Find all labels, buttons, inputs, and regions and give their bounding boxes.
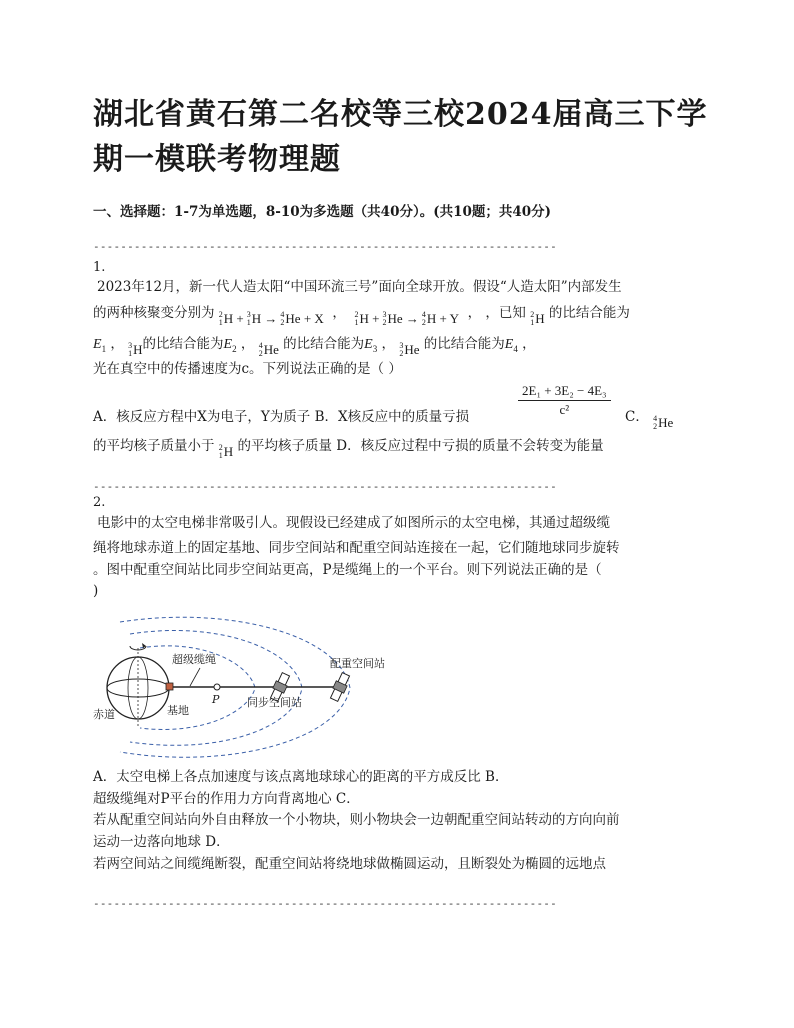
nuclide-h2: 2 1 H xyxy=(530,310,545,327)
question-number: 2. xyxy=(93,495,106,510)
q1-options-line2 xyxy=(93,436,604,462)
q1-line1: 2023年12月，新一代人造太阳“中国环流三号”面向全球开放。假设“人造太阳”内部发生 xyxy=(97,279,622,295)
q2-line2: 绳将地球赤道上的固定基地、同步空间站和配重空间站连接在一起，它们随地球同步旋转 xyxy=(93,540,620,556)
q2-option-d: 若两空间站之间缆绳断裂，配重空间站将绕地球做椭圆运动，且断裂处为椭圆的远地点 xyxy=(93,856,606,872)
q2-line1: 电影中的太空电梯非常吸引人。现假设已经建成了如图所示的太空电梯，其通过超级缆 xyxy=(97,515,610,531)
q1-line4: 光在真空中的传播速度为c。下列说法正确的是（ ） xyxy=(93,361,402,377)
q2-option-a: A．太空电梯上各点加速度与该点离地球球心的距离的平方成反比 B． xyxy=(93,769,509,785)
q1-option-c-label xyxy=(625,407,673,433)
q1-line2-mid: ，已知 xyxy=(485,305,526,321)
section-header: 一、选择题：1-7为单选题，8-10为多选题（共40分）。(共10题；共40分) xyxy=(93,204,552,220)
q1-option-c-text: 的平均核子质量小于 xyxy=(93,438,215,454)
separator: -------------------------------------------------------------------- xyxy=(93,240,557,253)
separator: -------------------------------------------------------------------- xyxy=(93,480,557,493)
fusion-equation-1: 2 1 H + 3 1 H → 4 2 He + X xyxy=(218,310,324,327)
q1-line2-prefix: 的两种核聚变分别为 xyxy=(93,305,215,321)
page-title-line2: 期一模联考物理题 xyxy=(93,142,341,177)
symbol-e3: $E_3$ xyxy=(364,337,378,354)
q1-line3-b: 的比结合能为 xyxy=(283,336,365,352)
option-c-text: C． xyxy=(625,409,649,425)
fraction-denominator: c² xyxy=(559,402,570,417)
nuclide-h3: 3 1 H xyxy=(128,341,143,358)
q1-option-a: A．核反应方程中X为电子，Y为质子 B．X核反应中的质量亏损 xyxy=(93,409,470,425)
q2-option-b: 超级缆绳对P平台的作用力方向背离地心 C． xyxy=(93,791,360,807)
q1-line3: $E_1$ ， 3 1 H的比结合能为$E_2$ ， 4 2 He 的比结合能为$E_3$ ， 3 2 He 的比结合能为$E_4$ ， xyxy=(93,336,536,358)
page-title-line1: 湖北省黄石第二名校等三校2024届高三下学 xyxy=(93,97,708,132)
nuclide-h2-opt: 2 1 H xyxy=(218,443,234,460)
q1-line2-suffix: 的比结合能为 xyxy=(548,305,630,321)
space-elevator-diagram xyxy=(90,610,420,760)
label-sync-station: 同步空间站 xyxy=(247,696,302,709)
q1-options-line1 xyxy=(93,407,469,427)
question-number: 1. xyxy=(93,260,106,275)
q2-option-c-line1: 若从配重空间站向外自由释放一个小物块，则小物块会一边朝配重空间站转动的方向向前 xyxy=(93,812,620,828)
label-counterweight: 配重空间站 xyxy=(330,657,385,670)
nuclide-he3: 3 2 He xyxy=(399,341,420,358)
label-cable: 超级缆绳 xyxy=(172,653,216,666)
symbol-e1: $E_1$ xyxy=(93,337,107,354)
q1-option-d: 的平均核子质量 D．核反应过程中亏损的质量不会转变为能量 xyxy=(237,438,604,454)
fraction-numerator: 2E₁ + 3E₂ − 4E₃ xyxy=(518,383,611,401)
label-equator: 赤道 xyxy=(93,708,115,721)
q2-line4: ) xyxy=(93,583,99,599)
symbol-e2: $E_2$ xyxy=(223,337,237,354)
q1-line3-c: 的比结合能为 xyxy=(423,336,505,352)
nuclide-he4: 4 2 He xyxy=(258,341,279,358)
earth xyxy=(107,643,169,728)
fusion-equation-2: 2 1 H + 3 2 He → 4 2 H + Y xyxy=(354,310,460,327)
symbol-e4: $E_4$ xyxy=(504,337,518,354)
nuclide-he4-opt: 4 2 He xyxy=(653,414,674,431)
q1-line3-a: 的比结合能为 xyxy=(142,336,224,352)
q2-line3: 。图中配重空间站比同步空间站更高，P是缆绳上的一个平台。则下列说法正确的是（ xyxy=(93,562,602,578)
platform-p-marker xyxy=(214,684,220,690)
q1-line2: 的两种核聚变分别为 2 1 H + 3 1 H → 4 2 He + X ， 2 1 H + 3 2 He → 4 2 H + Y ， ，已知 2 1 H 的比结合能为 xyxy=(93,305,630,327)
q2-option-c-line2: 运动一边落向地球 D． xyxy=(93,834,230,850)
label-p: P xyxy=(212,693,220,706)
mass-defect-fraction xyxy=(518,383,611,418)
base-marker xyxy=(166,683,173,690)
label-base: 基地 xyxy=(167,704,189,717)
separator: -------------------------------------------------------------------- xyxy=(93,897,557,910)
